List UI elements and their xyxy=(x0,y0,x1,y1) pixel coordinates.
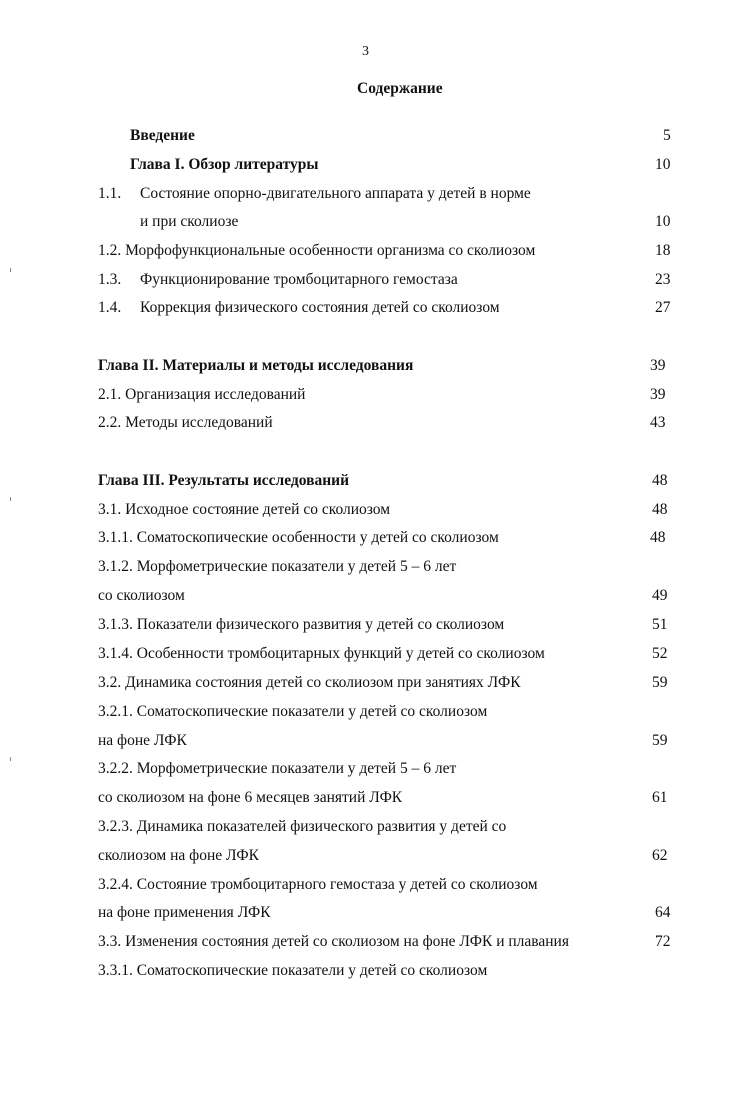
toc-page: 10 xyxy=(655,156,671,173)
toc-page: 48 xyxy=(652,501,668,518)
toc-page: 5 xyxy=(663,127,671,144)
toc-entry: 3.1.4. Особенности тромбоцитарных функций у детей со сколиозом xyxy=(98,645,545,662)
toc-entry: 3.2.3. Динамика показателей физического развития у детей со xyxy=(98,818,507,835)
toc-entry: Глава I. Обзор литературы xyxy=(130,156,319,173)
toc-page: 52 xyxy=(652,645,668,662)
toc-page: 10 xyxy=(655,213,671,230)
toc-entry: 3.2.4. Состояние тромбоцитарного гемостаза у детей со сколиозом xyxy=(98,876,538,893)
toc-entry: со сколиозом на фоне 6 месяцев занятий ЛФК xyxy=(98,789,403,806)
scan-mark xyxy=(10,497,11,501)
toc-entry: 3.1.3. Показатели физического развития у детей со сколиозом xyxy=(98,616,505,633)
toc-page: 72 xyxy=(655,933,671,950)
toc-entry: со сколиозом xyxy=(98,587,185,604)
toc-entry: 2.2. Методы исследований xyxy=(98,414,273,431)
toc-entry-number: 1.3. xyxy=(98,271,122,288)
toc-entry: Состояние опорно-двигательного аппарата у детей в норме xyxy=(140,185,531,202)
toc-entry: 3.2. Динамика состояния детей со сколиозом при занятиях ЛФК xyxy=(98,674,521,691)
scan-mark xyxy=(10,268,11,272)
toc-page: 18 xyxy=(655,242,671,259)
toc-page: 23 xyxy=(655,271,671,288)
toc-entry: и при сколиозе xyxy=(140,213,239,230)
toc-page: 59 xyxy=(652,674,668,691)
toc-entry: 1.2. Морфофункциональные особенности организма со сколиозом xyxy=(98,242,536,259)
toc-page: 39 xyxy=(650,357,666,374)
toc-page: 62 xyxy=(652,847,668,864)
toc-page: 27 xyxy=(655,299,671,316)
toc-entry-number: 1.1. xyxy=(98,185,122,202)
toc-entry-number: 1.4. xyxy=(98,299,122,316)
toc-entry: на фоне ЛФК xyxy=(98,732,187,749)
toc-entry: 3.3.1. Соматоскопические показатели у детей со сколиозом xyxy=(98,962,488,979)
toc-page: 48 xyxy=(650,529,666,546)
toc-entry: Функционирование тромбоцитарного гемостаза xyxy=(140,271,458,288)
toc-entry: 3.2.1. Соматоскопические показатели у детей со сколиозом xyxy=(98,703,488,720)
toc-page: 43 xyxy=(650,414,666,431)
scan-mark xyxy=(10,757,11,761)
toc-entry: сколиозом на фоне ЛФК xyxy=(98,847,259,864)
toc-entry: 3.1.1. Соматоскопические особенности у детей со сколиозом xyxy=(98,529,499,546)
toc-entry: 3.2.2. Морфометрические показатели у детей 5 – 6 лет xyxy=(98,760,457,777)
toc-entry: 3.1.2. Морфометрические показатели у детей 5 – 6 лет xyxy=(98,558,457,575)
toc-page: 49 xyxy=(652,587,668,604)
toc-entry: Глава II. Материалы и методы исследования xyxy=(98,357,414,374)
toc-entry: Введение xyxy=(130,127,195,144)
toc-page: 59 xyxy=(652,732,668,749)
toc-entry: на фоне применения ЛФК xyxy=(98,904,271,921)
page-number: 3 xyxy=(362,44,369,59)
toc-entry: Глава III. Результаты исследований xyxy=(98,472,350,489)
toc-page: 64 xyxy=(655,904,671,921)
toc-entry: 3.3. Изменения состояния детей со сколиозом на фоне ЛФК и плавания xyxy=(98,933,569,950)
toc-page: 39 xyxy=(650,386,666,403)
toc-entry: 2.1. Организация исследований xyxy=(98,386,306,403)
toc-entry: 3.1. Исходное состояние детей со сколиозом xyxy=(98,501,391,518)
toc-page: 61 xyxy=(652,789,668,806)
page-title: Содержание xyxy=(357,80,443,97)
toc-entry: Коррекция физического состояния детей со сколиозом xyxy=(140,299,500,316)
toc-page: 48 xyxy=(652,472,668,489)
toc-page: 51 xyxy=(652,616,668,633)
